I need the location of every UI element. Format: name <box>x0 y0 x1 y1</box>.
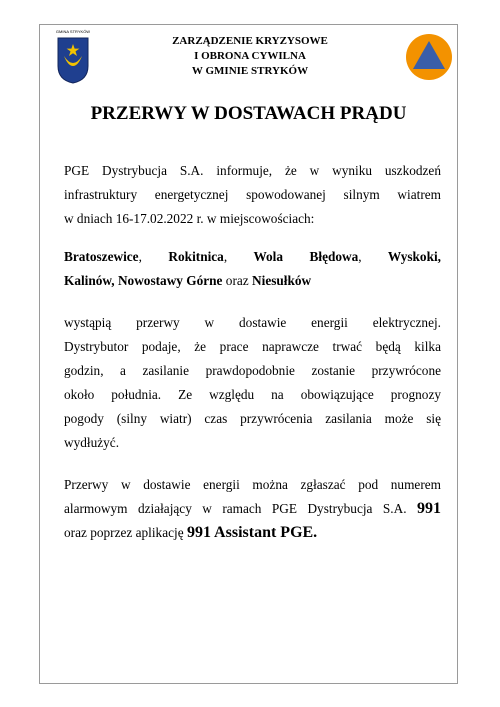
outage-line: około południa. Ze względu na obowiązujące prognozy <box>64 387 441 402</box>
crest-label: GMINA STRYKÓW <box>55 29 91 34</box>
report-line <box>64 497 441 521</box>
report-line: Przerwy w dostawie energii można zgłaszać pod numerem <box>64 477 441 492</box>
emergency-number: 991 <box>417 500 441 517</box>
outage-line: Dystrybutor podaje, że prace naprawcze trwać będą kilka <box>64 339 441 354</box>
intro-line: infrastruktury energetycznej spowodowanej silnym wiatrem <box>64 187 441 202</box>
civil-defence-icon <box>405 33 453 81</box>
conjunction: oraz <box>225 273 249 288</box>
separator: , <box>223 249 228 264</box>
outage-line: wydłużyć. <box>64 435 120 450</box>
header-line-3: W GMINIE STRYKÓW <box>191 65 309 77</box>
locality: Bratoszewice <box>64 249 139 264</box>
intro-line: w dniach 16-17.02.2022 r. w miejscowościach: <box>64 211 315 226</box>
locality: Rokitnica <box>168 249 224 264</box>
header-line-2: I OBRONA CYWILNA <box>194 50 306 62</box>
outage-line: wystąpią przerwy w dostawie energii elektrycznej. <box>64 315 441 330</box>
intro-line: PGE Dystrybucja S.A. informuje, że w wyniku uszkodzeń <box>64 163 441 178</box>
gmina-strykow-crest-icon <box>56 36 90 84</box>
locality: Wyskoki, <box>387 249 441 264</box>
header-line-1: ZARZĄDZENIE KRYZYSOWE <box>172 35 328 47</box>
report-line <box>64 521 441 545</box>
localities-line <box>64 269 441 293</box>
page-title: PRZERWY W DOSTAWACH PRĄDU <box>90 103 407 124</box>
locality: Niesułków <box>252 273 312 288</box>
localities-line <box>64 245 441 269</box>
report-text: alarmowym działający w ramach PGE Dystrybucja S.A. <box>64 501 407 516</box>
outage-paragraph <box>64 311 441 455</box>
separator: , <box>358 249 362 264</box>
locality: Wola Błędowa <box>253 249 359 264</box>
app-name: 991 Assistant PGE. <box>186 524 318 541</box>
header <box>120 34 380 79</box>
intro-paragraph <box>64 159 441 231</box>
report-paragraph <box>64 473 441 545</box>
locality: Kalinów, Nowostawy Górne <box>64 273 223 288</box>
separator: , <box>138 249 142 264</box>
outage-line: pogody (silny wiatr) czas przywrócenia zasilania może się <box>64 411 441 426</box>
outage-line: godzin, a zasilanie prawdopodobnie zostanie przywrócone <box>64 363 441 378</box>
localities-paragraph <box>64 245 441 293</box>
report-text: oraz poprzez aplikację <box>64 525 184 540</box>
